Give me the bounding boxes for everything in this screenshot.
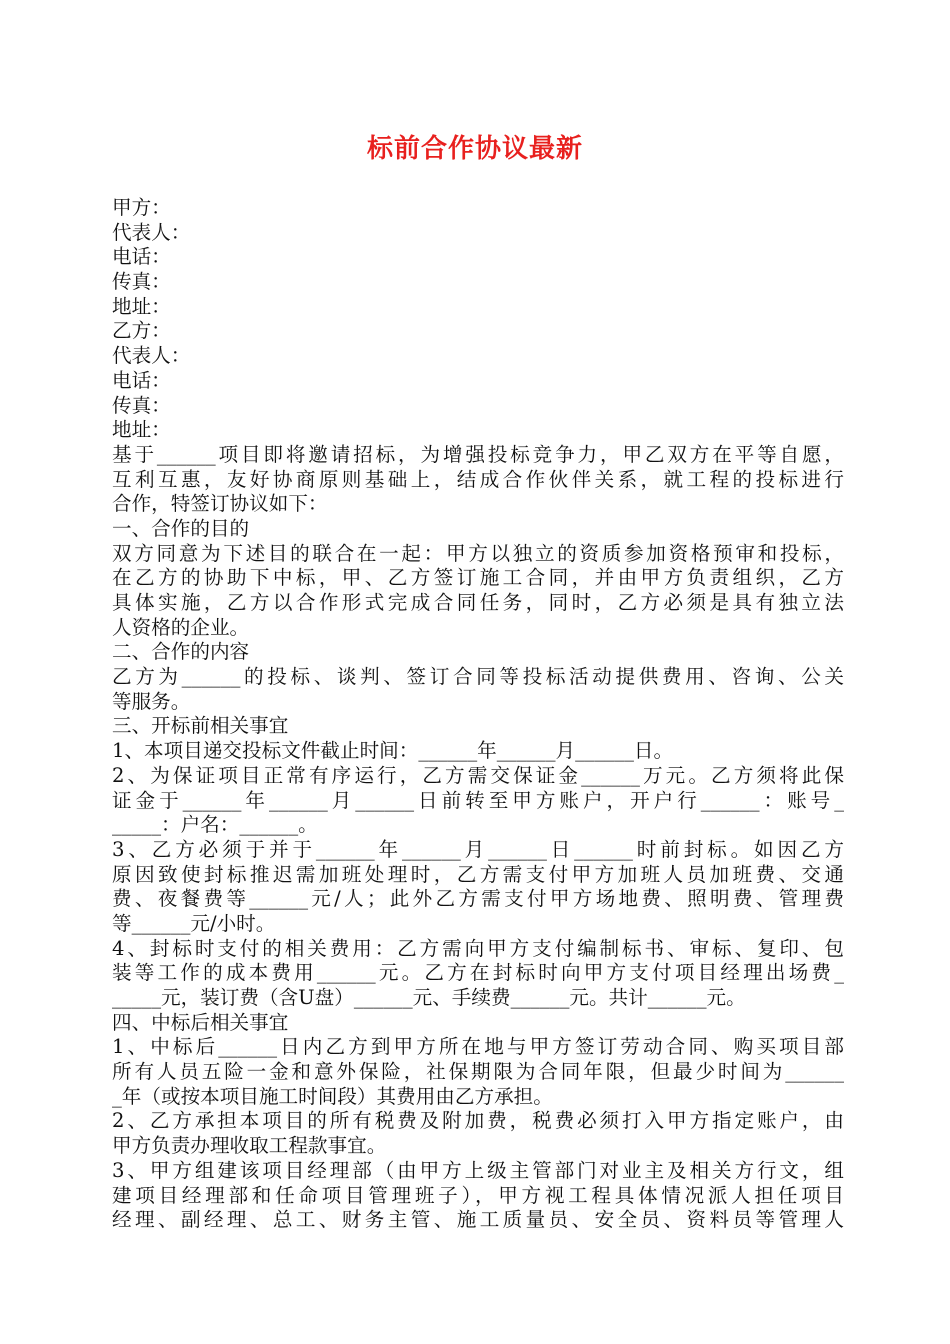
text-line: 人资格的企业。	[112, 615, 250, 639]
text-line: 代表人：	[112, 344, 191, 368]
text-line: 乙方：	[112, 319, 171, 343]
text-line: 三、开标前相关事宜	[112, 714, 289, 738]
text-line: 建项目经理部和任命项目管理班子），甲方视工程具体情况派人担任项目	[112, 1183, 844, 1207]
text-line: 乙方为______的投标、谈判、签订合同等投标活动提供费用、咨询、公关	[112, 665, 844, 689]
text-line: 费、夜餐费等______元/人；此外乙方需支付甲方场地费、照明费、管理费	[112, 887, 844, 911]
text-line: 3、乙方必须于并于______年______月______日______时前封标。如因乙方	[112, 837, 844, 861]
text-line: 证金于______年______月______日前转至甲方账户，开户行______：账号_	[112, 788, 844, 812]
text-line: 二、合作的内容	[112, 640, 250, 664]
text-line: 2、乙方承担本项目的所有税费及附加费，税费必须打入甲方指定账户，由	[112, 1109, 844, 1133]
text-line: 基于______项目即将邀请招标，为增强投标竞争力，甲乙双方在平等自愿，	[112, 442, 844, 466]
text-line: 甲方负责办理收取工程款事宜。	[112, 1134, 387, 1158]
text-line: 甲方：	[112, 196, 171, 219]
text-line: 在乙方的协助下中标，甲、乙方签订施工合同，并由甲方负责组织，乙方	[112, 566, 844, 590]
text-line: 四、中标后相关事宜	[112, 1010, 289, 1034]
document-title: 标前合作协议最新	[366, 134, 583, 164]
text-line: 3、甲方组建该项目经理部（由甲方上级主管部门对业主及相关方行文，组	[112, 1158, 844, 1182]
text-line: _年（或按本项目施工时间段）其费用由乙方承担。	[112, 1084, 553, 1108]
text-line: 等服务。	[112, 689, 191, 713]
text-line: 所有人员五险一金和意外保险，社保期限为合同年限，但最少时间为______	[112, 1060, 844, 1084]
text-line: 代表人：	[112, 220, 191, 244]
text-line: 4、封标时支付的相关费用：乙方需向甲方支付编制标书、审标、复印、包	[112, 936, 844, 960]
text-line: 互利互惠，友好协商原则基础上，结成合作伙伴关系，就工程的投标进行	[112, 467, 844, 491]
text-line: _____元，装订费（含U盘）______元、手续费______元。共计______元。	[112, 986, 746, 1009]
text-line: 经理、副经理、总工、财务主管、施工质量员、安全员、资料员等管理人	[112, 1208, 844, 1232]
text-line: 1、本项目递交投标文件截止时间：______年______月______日。	[112, 739, 674, 763]
text-line: 具体实施，乙方以合作形式完成合同任务，同时，乙方必须是具有独立法	[112, 591, 844, 614]
text-line: 1、中标后______日内乙方到甲方所在地与甲方签订劳动合同、购买项目部	[112, 1035, 844, 1059]
text-line: 装等工作的成本费用______元。乙方在封标时向甲方支付项目经理出场费_	[112, 961, 844, 985]
text-line: 等______元/小时。	[112, 911, 276, 935]
text-line: 电话：	[112, 368, 171, 392]
text-line: 地址：	[112, 418, 171, 442]
text-line: 传真：	[112, 393, 171, 417]
text-line: 2、为保证项目正常有序运行，乙方需交保证金______万元。乙方须将此保	[112, 763, 844, 787]
text-line: 电话：	[112, 245, 171, 269]
text-line: 原因致使封标推迟需加班处理时，乙方需支付甲方加班人员加班费、交通	[112, 862, 844, 886]
text-line: 双方同意为下述目的联合在一起：甲方以独立的资质参加资格预审和投标，	[112, 541, 844, 565]
text-line: 传真：	[112, 270, 171, 294]
text-line: 合作，特签订协议如下：	[112, 492, 328, 516]
text-line: _____：户名：______。	[112, 813, 318, 837]
text-line: 地址：	[112, 294, 171, 318]
document-body	[112, 196, 844, 1233]
text-line: 一、合作的目的	[112, 516, 250, 540]
